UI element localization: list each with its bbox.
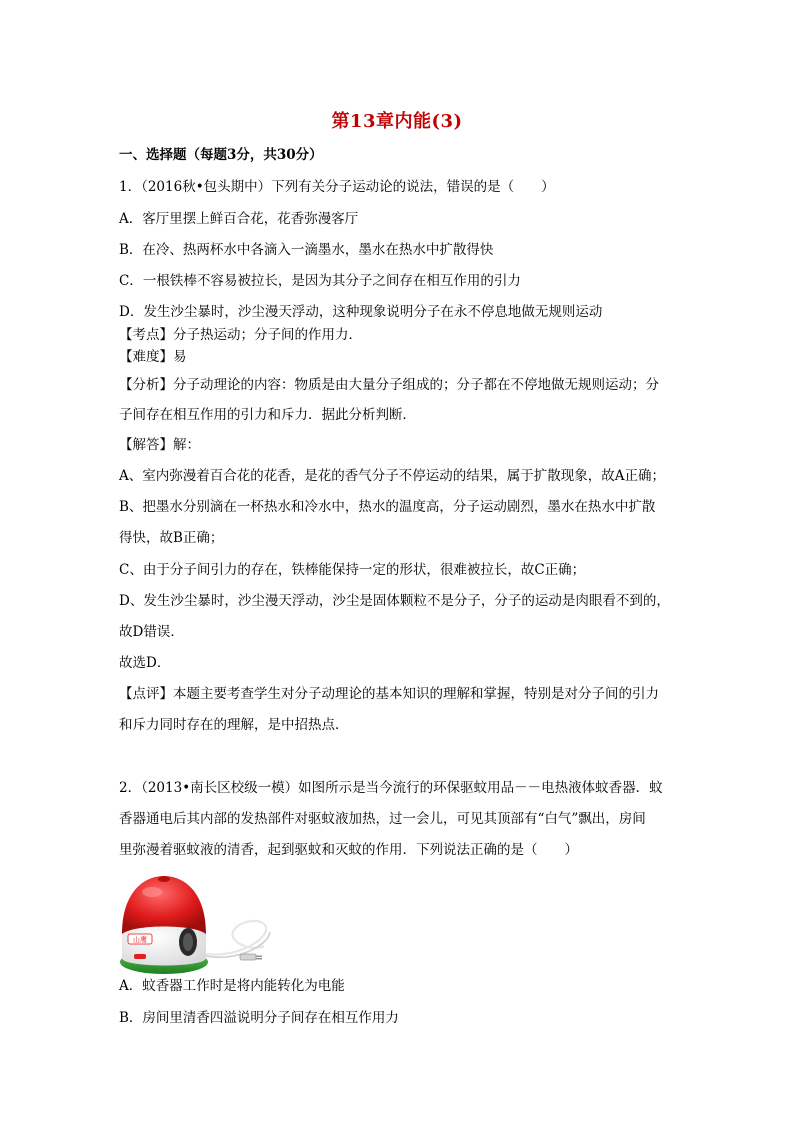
- q1-answer-b-line2: 得快，故B正确；: [119, 530, 224, 546]
- q2-stem-line1: 2．（2013•南长区校级一模）如图所示是当今流行的环保驱蚊用品－－电热液体蚊香器．蚊: [119, 780, 663, 796]
- q1-option-a: A．客厅里摆上鲜百合花，花香弥漫客厅: [119, 211, 359, 227]
- q1-nandu: 【难度】易: [119, 349, 187, 365]
- q1-stem: 1．（2016秋•包头期中）下列有关分子运动论的说法，错误的是（ ）: [119, 179, 555, 195]
- page-title: 第13章内能(3): [331, 111, 463, 132]
- q1-answer-c: C、由于分子间引力的存在，铁棒能保持一定的形状，很难被拉长，故C正确；: [119, 562, 586, 578]
- q1-dianping-line2: 和斥力同时存在的理解，是中招热点．: [119, 717, 349, 733]
- q1-jieda: 【解答】解：: [119, 437, 200, 453]
- device-brand-label: 山鹰: [133, 936, 147, 944]
- q2-stem-line3: 里弥漫着驱蚊液的清香，起到驱蚊和灭蚊的作用．下列说法正确的是（ ）: [119, 842, 578, 858]
- q1-dianping-line1: 【点评】本题主要考查学生对分子动理论的基本知识的理解和掌握，特别是对分子间的引力: [119, 686, 659, 702]
- q2-option-b: B．房间里清香四溢说明分子间存在相互作用力: [119, 1010, 399, 1026]
- q2-option-a: A．蚊香器工作时是将内能转化为电能: [119, 978, 345, 994]
- q1-fenxi-line2: 子间存在相互作用的引力和斥力．据此分析判断．: [119, 407, 416, 423]
- q1-fenxi-line1: 【分析】分子动理论的内容：物质是由大量分子组成的；分子都在不停地做无规则运动；分: [119, 377, 659, 393]
- mosquito-repeller-image: [114, 872, 274, 980]
- q1-answer-a: A、室内弥漫着百合花的花香，是花的香气分子不停运动的结果，属于扩散现象，故A正确；: [119, 468, 665, 484]
- q1-choose: 故选D．: [119, 655, 171, 671]
- q2-stem-line2: 香器通电后其内部的发热部件对驱蚊液加热，过一会儿，可见其顶部有“白气”飘出，房间: [119, 811, 646, 827]
- q1-answer-d-line2: 故D错误．: [119, 624, 184, 640]
- q1-option-d: D．发生沙尘暴时，沙尘漫天浮动，这种现象说明分子在永不停息地做无规则运动: [119, 304, 603, 320]
- section-heading: 一、选择题（每题3分，共30分）: [119, 147, 323, 163]
- q1-answer-d-line1: D、发生沙尘暴时，沙尘漫天浮动，沙尘是固体颗粒不是分子，分子的运动是肉眼看不到的，: [119, 593, 670, 609]
- q1-answer-b-line1: B、把墨水分别滴在一杯热水和冷水中，热水的温度高，分子运动剧烈，墨水在热水中扩散: [119, 499, 656, 515]
- q1-option-b: B．在冷、热两杯水中各滴入一滴墨水，墨水在热水中扩散得快: [119, 242, 494, 258]
- q1-kaodian: 【考点】分子热运动；分子间的作用力．: [119, 327, 362, 343]
- q1-option-c: C．一根铁棒不容易被拉长，是因为其分子之间存在相互作用的引力: [119, 273, 521, 289]
